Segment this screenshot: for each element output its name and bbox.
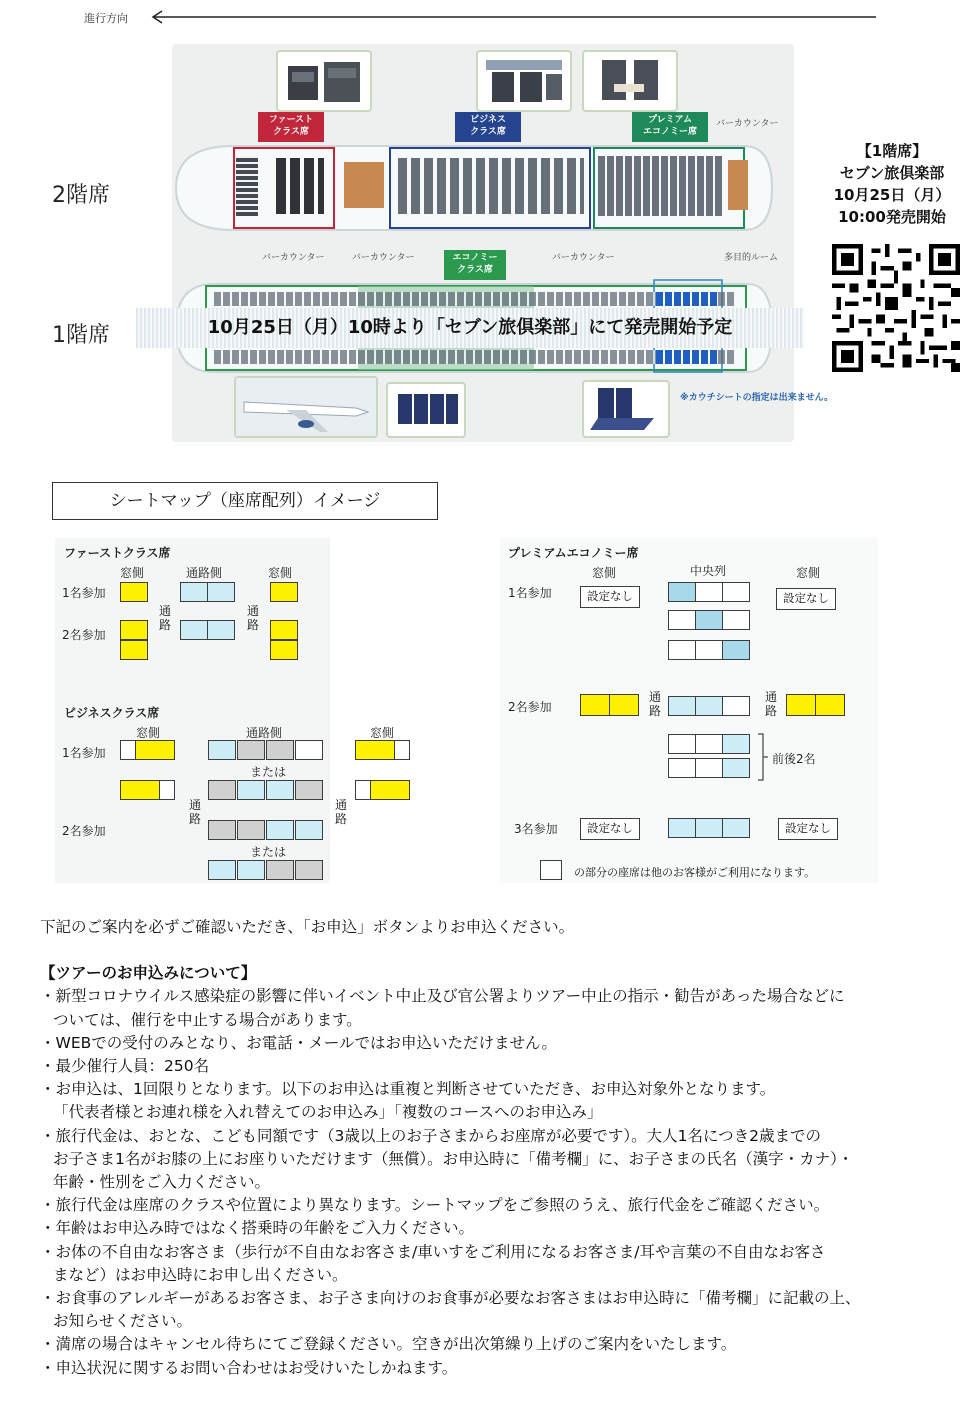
note-line: 年齢・性別をご入力ください。 (53, 1173, 271, 1192)
legend-sample-seat (540, 860, 562, 880)
upper-bar (344, 162, 384, 208)
couch-seat-photo (582, 380, 670, 438)
aircraft-photo (234, 376, 378, 438)
premium-seat (668, 818, 696, 838)
premium-seat (695, 818, 723, 838)
note-line: ・旅行代金は座席のクラスや位置により異なります。シートマップをご参照のうえ、旅行代金をご確認ください。 (40, 1196, 830, 1215)
business-class-tag: ビジネス クラス席 (455, 112, 521, 142)
premium-seat (668, 696, 696, 716)
business-seat (208, 780, 236, 800)
first-seat (207, 582, 235, 602)
notes-heading: 【ツアーのお申込みについて】 (40, 964, 257, 983)
business-seat (208, 860, 236, 880)
first-seat (120, 582, 148, 602)
notes-intro: 下記のご案内を必ずご確認いただき、「お申込」ボタンよりお申込ください。 (40, 918, 575, 936)
premium-seat (668, 734, 696, 754)
business-seat (266, 820, 294, 840)
business-aisle-right: 通路 (334, 798, 347, 826)
note-line: 「代表者様とお連れ様を入れ替えてのお申込み」「複数のコースへのお申込み」 (53, 1103, 603, 1122)
premium-seat (668, 640, 696, 660)
premium-seat (580, 694, 610, 716)
first-class-tag: ファースト クラス席 (258, 112, 324, 142)
bracket-icon (756, 732, 770, 782)
business-aisle-left: 通路 (188, 798, 201, 826)
business-seat (159, 780, 175, 800)
note-line: ・最少催行人員：250名 (40, 1057, 210, 1076)
business-two-label: 2名参加 (62, 824, 106, 838)
business-seat (208, 740, 236, 760)
premium-window-right: 窓側 (796, 566, 821, 580)
note-line: ・満席の場合はキャンセル待ちにてご登録ください。空きが出次第繰り上げのご案内をいたします。 (40, 1335, 737, 1354)
premium-seat (668, 758, 696, 778)
premium-one-label: 1名参加 (508, 586, 552, 600)
first-seat (270, 582, 298, 602)
first-seat (207, 620, 235, 640)
qr-code-icon[interactable] (832, 244, 960, 372)
notes-section (40, 916, 970, 1380)
business-seat (370, 780, 410, 800)
premium-class-tag: プレミアム エコノミー席 (632, 112, 708, 142)
sale-banner: 10月25日（月）10時より「セブン旅倶楽部」にて発売開始予定 (136, 308, 804, 348)
business-seat (208, 820, 236, 840)
first-seat (180, 582, 208, 602)
premium-seat (722, 582, 750, 602)
business-seat (266, 860, 294, 880)
premium-seat (722, 696, 750, 716)
premium-seat (695, 758, 723, 778)
premium-seat (815, 694, 845, 716)
sale-info-time: 10:00発売開始 (838, 208, 946, 226)
business-seat (120, 780, 160, 800)
bar-counter-label-3: バーカウンター (552, 253, 615, 263)
note-line: ・新型コロナウイルス感染症の影響に伴いイベント中止及び官公署よりツアー中止の指示・勧告があった場合などに (40, 987, 845, 1006)
floor1-label: 1階席 (52, 323, 110, 348)
first-seat (120, 620, 148, 640)
premium-none-box: 設定なし (776, 588, 836, 610)
premium-none-box: 設定なし (778, 818, 838, 840)
premium-none-box: 設定なし (580, 818, 640, 840)
premium-window-left: 窓側 (592, 566, 617, 580)
premium-none-box: 設定なし (580, 586, 640, 608)
business-header: ビジネスクラス席 (64, 706, 160, 720)
upper-first-galley (236, 156, 258, 216)
premium-seat (695, 582, 723, 602)
first-window-left: 窓側 (120, 566, 145, 580)
business-seat (237, 740, 265, 760)
business-seat (237, 820, 265, 840)
business-seat (295, 780, 323, 800)
first-aisle-left: 通路 (158, 604, 171, 632)
upper-business-seats (398, 158, 584, 214)
business-window-left: 窓側 (136, 726, 161, 740)
first-header: ファーストクラス席 (64, 546, 171, 560)
first-two-label: 2名参加 (62, 628, 106, 642)
note-line: ・WEBでの受付のみとなり、お電話・メールではお申込いただけません。 (40, 1033, 557, 1052)
premium-seat (668, 582, 696, 602)
business-window-right: 窓側 (370, 726, 395, 740)
bar-counter-label-upper: バーカウンター (716, 119, 779, 129)
direction-arrow-icon (150, 10, 880, 24)
first-aisle-right: 通路 (246, 604, 259, 632)
seatmap-title: シートマップ（座席配列）イメージ (52, 482, 438, 520)
business-seat-photo (476, 50, 572, 112)
premium-aisle-left: 通路 (648, 690, 661, 718)
premium-two-label: 2名参加 (508, 700, 552, 714)
upper-first-seats (276, 158, 324, 214)
upper-premium-seats (598, 156, 722, 216)
business-seat (266, 740, 294, 760)
business-seat (237, 780, 265, 800)
premium-seat (695, 610, 723, 630)
business-seat (355, 740, 395, 760)
first-one-label: 1名参加 (62, 586, 106, 600)
first-seat (180, 620, 208, 640)
premium-seat (695, 696, 723, 716)
couch-note: ※カウチシートの指定は出来ません。 (680, 393, 834, 403)
note-line: お知らせください。 (53, 1312, 193, 1331)
legend-note: の部分の座席は他のお客様がご利用になります。 (574, 866, 816, 879)
bar-counter-label-1: バーカウンター (262, 253, 325, 263)
business-seat (394, 740, 410, 760)
first-seat-photo (276, 50, 372, 112)
first-seat (120, 640, 148, 660)
premium-seat (722, 758, 750, 778)
business-seat (295, 820, 323, 840)
business-seat (355, 780, 371, 800)
note-line: まなど）はお申込時にお申し出ください。 (53, 1265, 348, 1284)
economy-class-tag: エコノミー クラス席 (444, 250, 506, 280)
note-line: ・旅行代金は、おとな、こども同額です（3歳以上のお子さまからお座席が必要です）。大人1名につき2歳までの (40, 1126, 822, 1145)
sale-info-club: セブン旅倶楽部 (839, 164, 945, 182)
business-seat (295, 740, 323, 760)
premium-seat (695, 640, 723, 660)
premium-seat (722, 610, 750, 630)
business-seat (120, 740, 136, 760)
business-or-2: または (250, 845, 287, 859)
upper-rear-bar (728, 160, 748, 210)
sale-info-floor: 【1階席】 (856, 142, 928, 160)
direction-label: 進行方向 (84, 12, 128, 25)
economy-seat-photo (386, 382, 466, 438)
business-or-1: または (250, 765, 287, 779)
business-seat (266, 780, 294, 800)
couch-seats-bottom (656, 350, 718, 364)
multipurpose-room-label: 多目的ルーム (724, 253, 779, 263)
first-seat (270, 620, 298, 640)
note-line: お子さま1名がお膝の上にお座りいただけます（無償）。お申込時に「備考欄」に、お子さまの氏名（漢字・カナ）・ (53, 1149, 854, 1168)
business-seat (295, 860, 323, 880)
premium-seat (722, 818, 750, 838)
note-line: ・年齢はお申込み時ではなく搭乗時の年齢をご入力ください。 (40, 1219, 475, 1238)
business-seat (237, 860, 265, 880)
first-aisle-side: 通路側 (186, 566, 223, 580)
premium-seat (609, 694, 639, 716)
premium-seat (668, 610, 696, 630)
note-line: ・お申込は、1回限りとなります。以下のお申込は重複と判断させていただき、お申込対象外となります。 (40, 1080, 776, 1099)
premium-seat (722, 640, 750, 660)
note-line: ・お体の不自由なお客さま（歩行が不自由なお客さま/車いすをご利用になるお客さま/耳や言葉の不自由なお客さ (40, 1242, 826, 1261)
note-line: ・申込状況に関するお問い合わせはお受けいたしかねます。 (40, 1358, 458, 1377)
floor2-label: 2階席 (52, 183, 110, 208)
sale-info-date: 10月25日（月） (833, 186, 951, 204)
business-one-label: 1名参加 (62, 746, 106, 760)
first-seat (270, 640, 298, 660)
premium-seat (695, 734, 723, 754)
business-aisle-side: 通路側 (246, 726, 283, 740)
premium-seat-photo (582, 50, 678, 112)
premium-header: プレミアムエコノミー席 (508, 546, 639, 560)
premium-aisle-right: 通路 (764, 690, 777, 718)
sale-info (812, 140, 972, 228)
couch-seats-top (656, 292, 718, 306)
premium-seat (722, 734, 750, 754)
note-line: ついては、催行を中止する場合があります。 (53, 1010, 362, 1029)
business-seat (135, 740, 175, 760)
front-back-label: 前後2名 (772, 752, 816, 766)
first-window-right: 窓側 (268, 566, 293, 580)
premium-three-label: 3名参加 (514, 822, 558, 836)
bar-counter-label-2: バーカウンター (352, 253, 415, 263)
premium-seat (786, 694, 816, 716)
note-line: ・お食事のアレルギーがあるお客さま、お子さま向けのお食事が必要なお客さまはお申込時に「備考欄」に記載の上、 (40, 1289, 861, 1308)
premium-center: 中央列 (690, 564, 727, 578)
